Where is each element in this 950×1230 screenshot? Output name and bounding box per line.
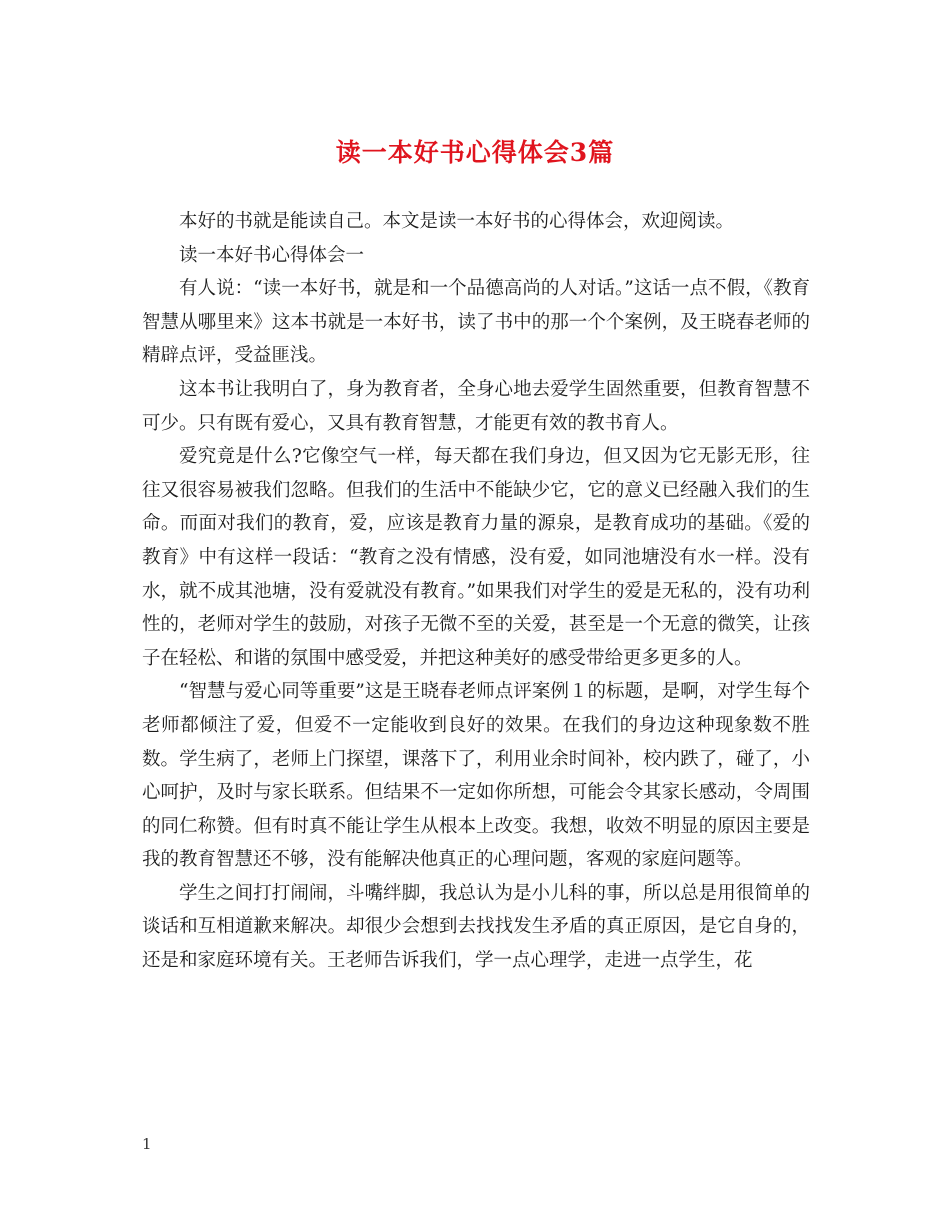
- paragraph: 这本书让我明白了，身为教育者，全身心地去爱学生固然重要，但教育智慧不可少。只有既有爱心，又具有教育智慧，才能更有效的教书育人。: [142, 378, 810, 434]
- document-title: 读一本好书心得体会3篇: [335, 138, 615, 167]
- paragraph-intro: 本好的书就是能读自己。本文是读一本好书的心得体会，欢迎阅读。: [179, 211, 735, 232]
- paragraph-section-heading: 读一本好书心得体会一: [179, 244, 365, 266]
- paragraph: 爱究竟是什么?它像空气一样，每天都在我们身边，但又因为它无影无形，往往又很容易被我们忽略。但我们的生活中不能缺少它，它的意义已经融入我们的生命。而面对我们的教育，爱，应该是教育力量的源泉，是教育成功的基础。《爱的教育》中有这样一段话：“教育之没有情感，没有爱，如同池塘没有水一样。没有水，就不成其池塘，没有爱就没有教育。”如果我们对学生的爱是无私的，没有功利性的，老师对学生的鼓励，对孩子无微不至的关爱，甚至是一个无意的微笑，让孩子在轻松、和谐的氛围中感受爱，并把这种美好的感受带给更多更多的人。: [142, 446, 810, 669]
- paragraph: 学生之间打打闹闹，斗嘴绊脚，我总认为是小儿科的事，所以总是用很简单的谈话和互相道歉来解决。却很少会想到去找找发生矛盾的真正原因，是它自身的，还是和家庭环境有关。王老师告诉我们，学一点心理学，走进一点学生，花: [142, 882, 810, 972]
- paragraph: 有人说：“读一本好书，就是和一个品德高尚的人对话。”这话一点不假，《教育智慧从哪里来》这本书就是一本好书，读了书中的那一个个案例，及王晓春老师的精辟点评，受益匪浅。: [142, 278, 810, 367]
- document-body: [142, 205, 810, 978]
- page-number: 1: [142, 1135, 152, 1153]
- paragraph: “智慧与爱心同等重要”这是王晓春老师点评案例１的标题，是啊，对学生每个老师都倾注了爱，但爱不一定能收到良好的效果。在我们的身边这种现象数不胜数。学生病了，老师上门探望，课落下了，利用业余时间补，校内跌了，碰了，小心呵护，及时与家长联系。但结果不一定如你所想，可能会令其家长感动，令周围的同仁称赞。但有时真不能让学生从根本上改变。我想，收效不明显的原因主要是我的教育智慧还不够，没有能解决他真正的心理问题，客观的家庭问题等。: [142, 681, 810, 871]
